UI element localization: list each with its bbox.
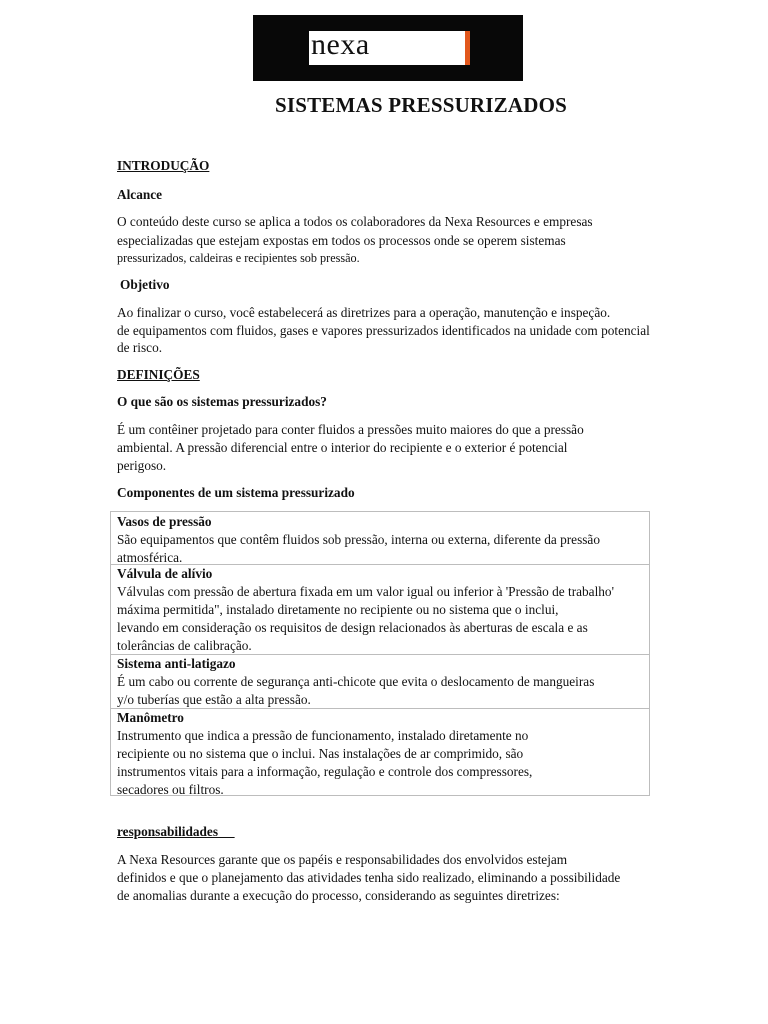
responsabilidades-heading: responsabilidades: [117, 824, 218, 839]
definicoes-answer-line-3: perigoso.: [117, 458, 167, 473]
definicoes-heading: DEFINIÇÕES: [117, 367, 200, 382]
component-line: máxima permitida", instalado diretamente no recipiente ou no sistema que o inclui,: [117, 602, 559, 617]
component-line: São equipamentos que contêm fluidos sob pressão, interna ou externa, diferente da pressão: [117, 532, 600, 547]
alcance-line-1: O conteúdo deste curso se aplica a todos os colaboradores da Nexa Resources e empresas: [117, 214, 593, 229]
objetivo-heading: Objetivo: [120, 277, 170, 292]
component-line: recipiente ou no sistema que o inclui. Nas instalações de ar comprimido, são: [117, 746, 524, 761]
component-line: Válvulas com pressão de abertura fixada em um valor igual ou inferior à 'Pressão de trabalho': [117, 584, 614, 599]
component-row-valvula: [111, 565, 649, 655]
component-row-anti-latigazo: [111, 655, 649, 709]
components-table: [110, 511, 650, 796]
component-row-vasos: [111, 512, 649, 565]
logo-mark: [309, 28, 470, 65]
component-line: É um cabo ou corrente de segurança anti-chicote que evita o deslocamento de mangueiras: [117, 674, 595, 689]
component-title: Válvula de alívio: [117, 566, 213, 581]
component-title: Vasos de pressão: [117, 514, 212, 529]
component-line: Instrumento que indica a pressão de funcionamento, instalado diretamente no: [117, 728, 529, 743]
component-line: atmosférica.: [117, 550, 183, 565]
component-row-manometro: [111, 709, 649, 795]
alcance-line-2: especializadas que estejam expostas em todos os processos onde se operem sistemas: [117, 233, 566, 248]
definicoes-question: O que são os sistemas pressurizados?: [117, 394, 327, 409]
responsabilidades-line-2: definidos e que o planejamento das atividades tenha sido realizado, eliminando a possibilidade: [117, 870, 621, 885]
component-title: Manômetro: [117, 710, 184, 725]
objetivo-line-2: de equipamentos com fluidos, gases e vapores pressurizados identificados na unidade com potencial: [117, 323, 650, 338]
definicoes-answer-line-2: ambiental. A pressão diferencial entre o interior do recipiente e o exterior é potencial: [117, 440, 568, 455]
logo-banner: [253, 15, 523, 81]
objetivo-line-1: Ao finalizar o curso, você estabelecerá as diretrizes para a operação, manutenção e inspeção.: [117, 305, 611, 320]
intro-heading: INTRODUÇÃO: [117, 158, 210, 173]
objetivo-line-3: de risco.: [117, 340, 163, 355]
alcance-heading: Alcance: [117, 187, 163, 202]
component-line: secadores ou filtros.: [117, 782, 224, 797]
component-line: y/o tuberías que estão a alta pressão.: [117, 692, 311, 707]
page-title: SISTEMAS PRESSURIZADOS: [274, 93, 568, 117]
responsabilidades-line-1: A Nexa Resources garante que os papéis e responsabilidades dos envolvidos estejam: [117, 852, 568, 867]
definicoes-answer-line-1: É um contêiner projetado para conter fluidos a pressões muito maiores do que a pressão: [117, 422, 584, 437]
components-heading: Componentes de um sistema pressurizado: [117, 485, 355, 500]
component-line: levando em consideração os requisitos de design relacionados às aberturas de escala e as: [117, 620, 588, 635]
logo-text: nexa: [311, 28, 370, 61]
responsabilidades-line-3: de anomalias durante a execução do processo, considerando as seguintes diretrizes:: [117, 888, 560, 903]
component-title: Sistema anti-latigazo: [117, 656, 236, 671]
component-line: tolerâncias de calibração.: [117, 638, 252, 653]
component-line: instrumentos vitais para a informação, regulação e controle dos compressores,: [117, 764, 533, 779]
alcance-line-3: pressurizados, caldeiras e recipientes sob pressão.: [117, 251, 360, 265]
